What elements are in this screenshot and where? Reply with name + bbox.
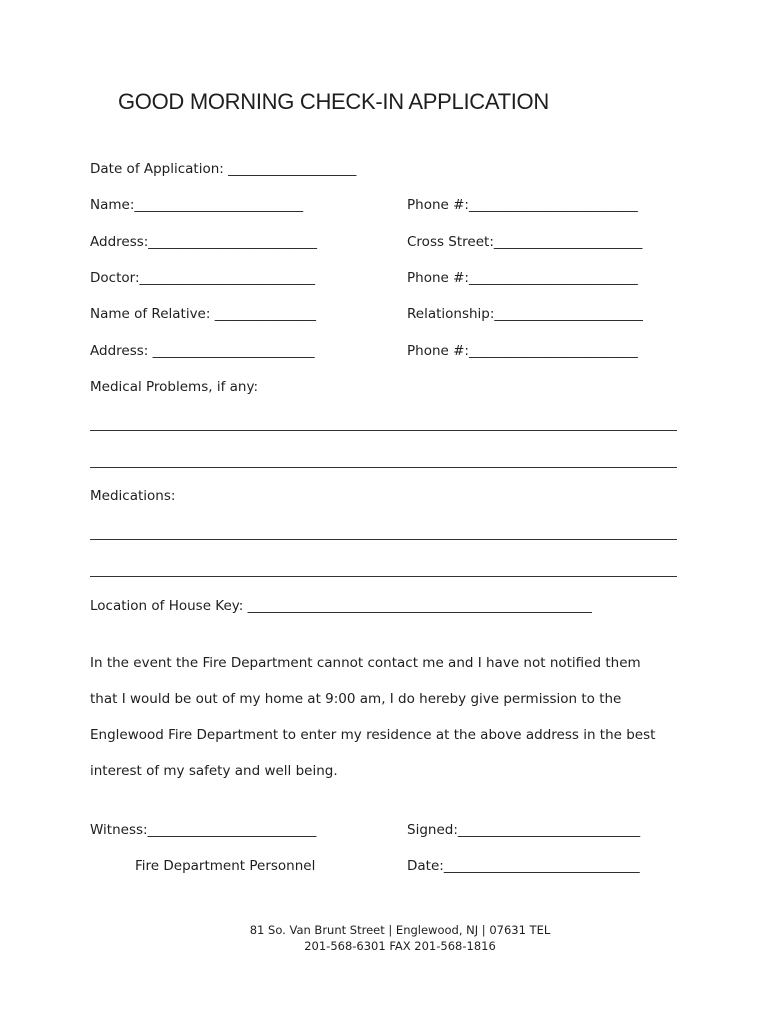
witness-field[interactable]: Witness:_________________________ bbox=[90, 822, 317, 838]
name-row bbox=[90, 195, 678, 215]
medical-problems-line-2[interactable] bbox=[90, 467, 677, 468]
witness-row bbox=[90, 820, 678, 840]
page-title: GOOD MORNING CHECK-IN APPLICATION bbox=[118, 89, 549, 114]
doctor-field[interactable]: Doctor:__________________________ bbox=[90, 270, 315, 286]
footer-address bbox=[0, 922, 770, 954]
signed-field[interactable]: Signed:___________________________ bbox=[407, 822, 641, 838]
relative-address-field[interactable]: Address: ________________________ bbox=[90, 343, 315, 359]
house-key-field[interactable]: Location of House Key: ___________________________________________________ bbox=[90, 598, 592, 614]
consent-line: Englewood Fire Department to enter my residence at the above address in the best bbox=[90, 727, 656, 743]
footer-line: 201-568-6301 FAX 201-568-1816 bbox=[304, 939, 496, 953]
footer-line: 81 So. Van Brunt Street | Englewood, NJ | 07631 TEL bbox=[249, 923, 551, 937]
medical-problems-label bbox=[90, 377, 678, 397]
name-field[interactable]: Name:_________________________ bbox=[90, 197, 304, 213]
medical-problems-line-1[interactable] bbox=[90, 430, 677, 431]
relative-phone-field[interactable]: Phone #:_________________________ bbox=[407, 343, 638, 359]
doctor-phone-field[interactable]: Phone #:_________________________ bbox=[407, 270, 638, 286]
fire-department-personnel-label: Fire Department Personnel bbox=[135, 858, 316, 874]
cross-street-field[interactable]: Cross Street:______________________ bbox=[407, 234, 643, 250]
address-field[interactable]: Address:_________________________ bbox=[90, 234, 318, 250]
date-of-application-field[interactable]: Date of Application: ___________________ bbox=[90, 161, 357, 177]
consent-paragraph bbox=[90, 645, 690, 789]
consent-line: In the event the Fire Department cannot contact me and I have not notified them bbox=[90, 655, 641, 671]
medications-line-2[interactable] bbox=[90, 576, 677, 577]
date-field[interactable]: Date:_____________________________ bbox=[407, 858, 640, 874]
relative-address-row bbox=[90, 341, 678, 361]
consent-line: interest of my safety and well being. bbox=[90, 763, 338, 779]
medications-label bbox=[90, 486, 678, 506]
personnel-row bbox=[90, 856, 678, 876]
medications-label-text: Medications: bbox=[90, 488, 176, 504]
consent-line: that I would be out of my home at 9:00 am, I do hereby give permission to the bbox=[90, 691, 622, 707]
doctor-row bbox=[90, 268, 678, 288]
medications-line-1[interactable] bbox=[90, 539, 677, 540]
house-key-row bbox=[90, 596, 678, 616]
relationship-field[interactable]: Relationship:______________________ bbox=[407, 306, 643, 322]
address-row bbox=[90, 232, 678, 252]
relative-row bbox=[90, 304, 678, 324]
date-of-application-row bbox=[90, 159, 678, 179]
name-of-relative-field[interactable]: Name of Relative: _______________ bbox=[90, 306, 316, 322]
phone-field[interactable]: Phone #:_________________________ bbox=[407, 197, 638, 213]
medical-problems-label-text: Medical Problems, if any: bbox=[90, 379, 258, 395]
